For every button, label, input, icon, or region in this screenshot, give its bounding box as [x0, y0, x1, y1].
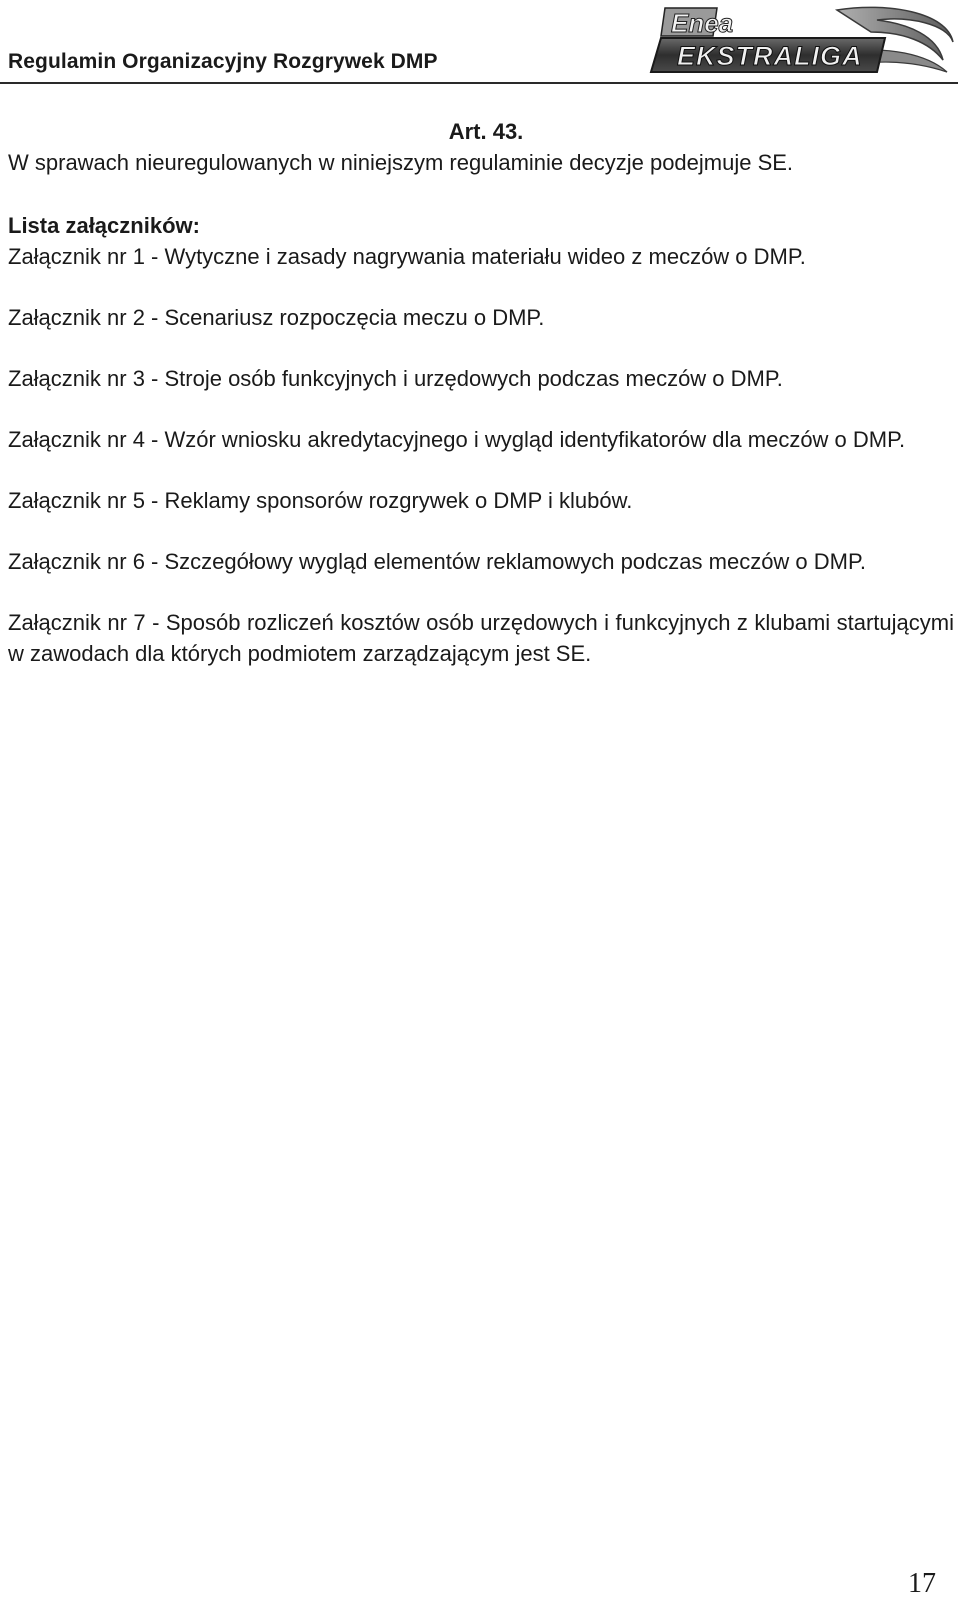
header-divider [0, 82, 958, 84]
article-text: W sprawach nieuregulowanych w niniejszym regulaminie decyzje podejmuje SE. [8, 150, 794, 175]
attachment-item-1: Załącznik nr 1 - Wytyczne i zasady nagrywania materiału wideo z meczów o DMP. [8, 244, 806, 269]
logo-graphic [647, 2, 957, 80]
attachment-item-4: Załącznik nr 4 - Wzór wniosku akredytacyjnego i wygląd identyfikatorów dla meczów o DMP. [8, 427, 906, 452]
attachment-item-7: Załącznik nr 7 - Sposób rozliczeń kosztów osób urzędowych i funkcyjnych z klubami startującymi w zawodach dla których podmiotem zarządzającym jest SE. [8, 610, 954, 666]
document-body [8, 112, 954, 669]
logo-enea-text: Enea [671, 8, 734, 38]
document-title: Regulamin Organizacyjny Rozgrywek DMP [8, 50, 438, 73]
attachment-item-2: Załącznik nr 2 - Scenariusz rozpoczęcia meczu o DMP. [8, 305, 545, 330]
attachment-item-6: Załącznik nr 6 - Szczegółowy wygląd elementów reklamowych podczas meczów o DMP. [8, 549, 866, 574]
page-header [0, 0, 960, 86]
attachment-item-3: Załącznik nr 3 - Stroje osób funkcyjnych i urzędowych podczas meczów o DMP. [8, 366, 783, 391]
page-number: 17 [908, 1568, 936, 1599]
attachment-item-5: Załącznik nr 5 - Reklamy sponsorów rozgrywek o DMP i klubów. [8, 488, 633, 513]
attachments-heading: Lista załączników: [8, 213, 200, 238]
enea-ekstraliga-logo [647, 2, 957, 80]
logo-ekstraliga-text: EKSTRALIGA [677, 41, 863, 71]
article-heading: Art. 43. [448, 119, 524, 144]
